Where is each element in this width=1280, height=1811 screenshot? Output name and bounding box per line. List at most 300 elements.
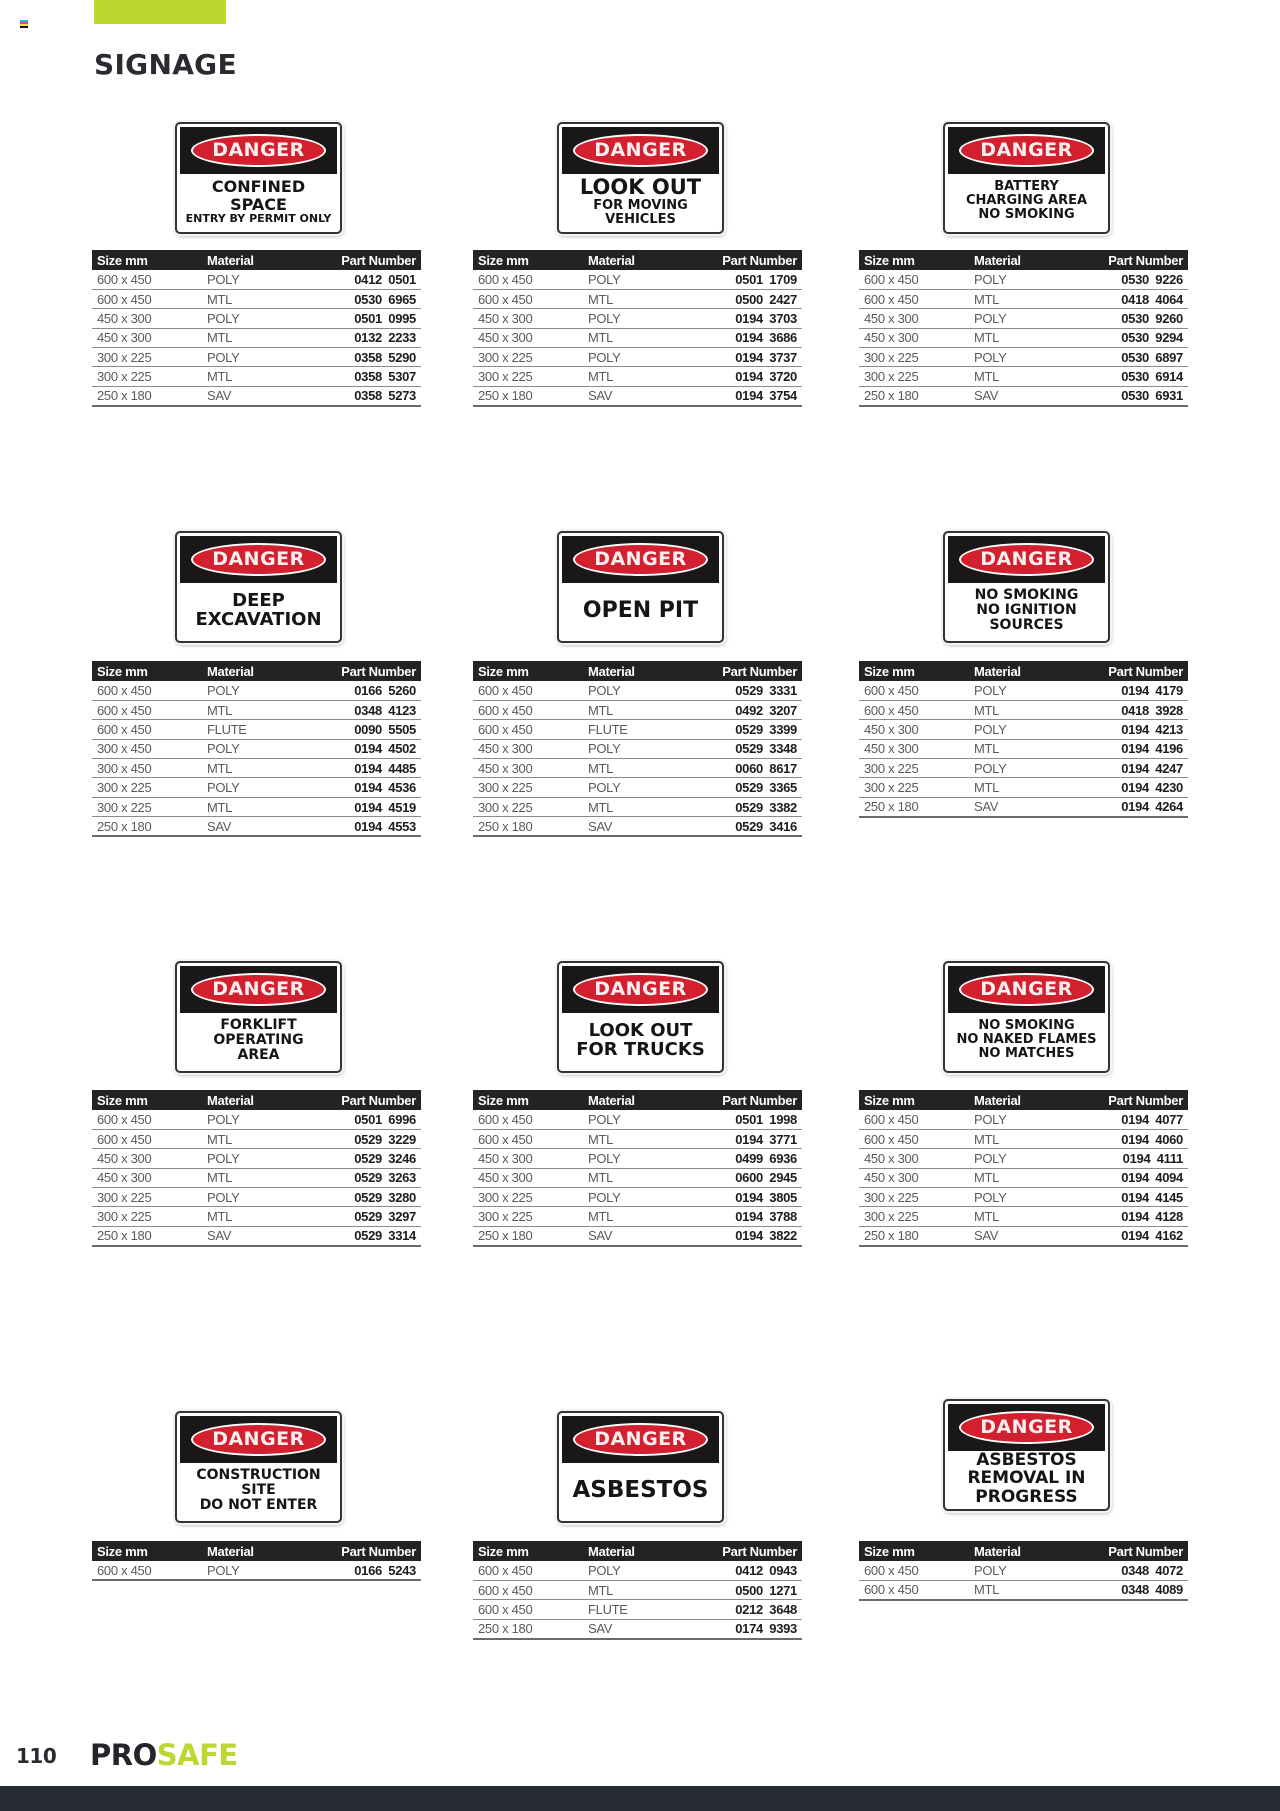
danger-oval-label: DANGER	[191, 1423, 326, 1456]
danger-oval-label: DANGER	[191, 973, 326, 1006]
material-cell: SAV	[583, 1226, 693, 1245]
table-row	[473, 1149, 802, 1168]
table-row	[473, 817, 802, 836]
material-cell: MTL	[583, 1580, 693, 1599]
table-row	[92, 720, 421, 739]
material-cell: MTL	[202, 797, 312, 816]
column-header-material: Material	[969, 250, 1079, 270]
column-header-part-number: Part Number	[1079, 250, 1188, 270]
sign-message-line: DO NOT ENTER	[199, 1497, 318, 1513]
material-cell: FLUTE	[202, 720, 312, 739]
material-cell: POLY	[583, 1110, 693, 1129]
material-cell: POLY	[202, 1188, 312, 1207]
table-header-row	[92, 661, 421, 681]
table-row	[473, 270, 802, 289]
column-header-material: Material	[202, 250, 312, 270]
material-cell: MTL	[969, 739, 1079, 758]
part-number-cell: 0194 3686	[693, 328, 802, 347]
material-cell: FLUTE	[583, 1600, 693, 1619]
column-header-part-number: Part Number	[1079, 661, 1188, 681]
sign-header-band	[562, 966, 719, 1013]
table-row	[473, 367, 802, 386]
size-cell: 450 x 300	[859, 1149, 969, 1168]
table-row	[473, 1188, 802, 1207]
size-cell: 600 x 450	[473, 681, 583, 700]
size-cell: 450 x 300	[859, 739, 969, 758]
part-number-cell: 0194 3703	[693, 309, 802, 328]
sign-message	[180, 1013, 337, 1068]
sign-header-band	[180, 127, 337, 174]
material-cell: MTL	[583, 700, 693, 719]
part-number-cell: 0348 4072	[1079, 1561, 1188, 1580]
table-row	[859, 309, 1188, 328]
table-header-row	[859, 250, 1188, 270]
size-cell: 300 x 225	[859, 348, 969, 367]
sign-message-line: FORKLIFT	[220, 1016, 297, 1033]
material-cell: POLY	[202, 739, 312, 758]
part-number-cell: 0194 4179	[1079, 681, 1188, 700]
material-cell: MTL	[202, 1129, 312, 1148]
material-cell: SAV	[969, 797, 1079, 816]
part-number-cell: 0194 4519	[312, 797, 421, 816]
sign-board	[175, 122, 342, 234]
material-cell: MTL	[969, 367, 1079, 386]
part-number-cell: 0529 3314	[312, 1226, 421, 1245]
table-row	[859, 1149, 1188, 1168]
material-cell: MTL	[583, 328, 693, 347]
material-cell: POLY	[969, 720, 1079, 739]
column-header-part-number: Part Number	[693, 1090, 802, 1110]
part-number-cell: 0194 4502	[312, 739, 421, 758]
part-number-cell: 0194 4213	[1079, 720, 1188, 739]
size-cell: 300 x 225	[92, 348, 202, 367]
table-row	[859, 1226, 1188, 1245]
part-number-cell: 0194 4247	[1079, 759, 1188, 778]
size-cell: 450 x 300	[859, 309, 969, 328]
table-row	[859, 367, 1188, 386]
size-cell: 300 x 225	[92, 1207, 202, 1226]
size-cell: 600 x 450	[473, 700, 583, 719]
danger-sign-image	[943, 1399, 1110, 1511]
column-header-size: Size mm	[859, 1541, 969, 1561]
part-number-cell: 0194 4230	[1079, 778, 1188, 797]
part-number-cell: 0358 5307	[312, 367, 421, 386]
material-cell: MTL	[583, 367, 693, 386]
part-number-cell: 0194 4145	[1079, 1188, 1188, 1207]
size-cell: 300 x 225	[92, 367, 202, 386]
part-number-cell: 0194 4060	[1079, 1129, 1188, 1148]
brand-logo-safe: SAFE	[156, 1738, 238, 1772]
size-cell: 450 x 300	[859, 328, 969, 347]
table-row	[859, 778, 1188, 797]
table-row	[92, 759, 421, 778]
table-row	[859, 1580, 1188, 1599]
part-number-cell: 0166 5260	[312, 681, 421, 700]
size-cell: 600 x 450	[92, 1561, 202, 1580]
part-number-cell: 0194 3805	[693, 1188, 802, 1207]
part-number-cell: 0492 3207	[693, 700, 802, 719]
table-header-row	[92, 250, 421, 270]
sign-board	[943, 961, 1110, 1073]
size-cell: 450 x 300	[92, 1168, 202, 1187]
sign-message	[948, 174, 1105, 229]
table-row	[92, 328, 421, 347]
part-number-cell: 0194 3771	[693, 1129, 802, 1148]
size-cell: 300 x 225	[859, 778, 969, 797]
material-cell: SAV	[969, 386, 1079, 405]
table-row	[473, 1226, 802, 1245]
part-number-cell: 0499 6936	[693, 1149, 802, 1168]
size-cell: 600 x 450	[473, 270, 583, 289]
sign-board	[557, 531, 724, 643]
part-number-cell: 0529 3382	[693, 797, 802, 816]
brand-logo	[90, 1738, 238, 1772]
size-cell: 250 x 180	[92, 1226, 202, 1245]
part-number-cell: 0348 4089	[1079, 1580, 1188, 1599]
column-header-size: Size mm	[473, 1541, 583, 1561]
part-number-cell: 0530 6897	[1079, 348, 1188, 367]
size-cell: 600 x 450	[859, 1129, 969, 1148]
part-number-cell: 0412 0501	[312, 270, 421, 289]
size-cell: 450 x 300	[473, 1149, 583, 1168]
sign-board	[943, 122, 1110, 234]
table-row	[473, 1110, 802, 1129]
table-row	[859, 348, 1188, 367]
sign-message-line: ASBESTOS	[572, 1477, 709, 1504]
size-cell: 250 x 180	[473, 817, 583, 836]
material-cell: SAV	[969, 1226, 1079, 1245]
size-cell: 250 x 180	[473, 1226, 583, 1245]
part-number-cell: 0194 4162	[1079, 1226, 1188, 1245]
table-row	[92, 1207, 421, 1226]
size-cell: 600 x 450	[92, 681, 202, 700]
material-cell: POLY	[969, 270, 1079, 289]
table-row	[92, 797, 421, 816]
table-row	[92, 289, 421, 308]
table-row	[92, 1149, 421, 1168]
size-cell: 450 x 300	[859, 720, 969, 739]
danger-oval-label: DANGER	[573, 1423, 708, 1456]
part-number-cell: 0501 6996	[312, 1110, 421, 1129]
size-cell: 450 x 300	[92, 309, 202, 328]
size-cell: 600 x 450	[859, 270, 969, 289]
table-row	[859, 1110, 1188, 1129]
part-number-cell: 0500 1271	[693, 1580, 802, 1599]
danger-oval-label: DANGER	[573, 543, 708, 576]
sign-message-line: LOOK OUT	[579, 175, 702, 200]
sign-message-line: ASBESTOS	[976, 1449, 1077, 1470]
material-cell: POLY	[202, 681, 312, 700]
column-header-part-number: Part Number	[1079, 1541, 1188, 1561]
column-header-part-number: Part Number	[693, 661, 802, 681]
page-title: SIGNAGE	[94, 48, 237, 81]
size-cell: 300 x 225	[92, 797, 202, 816]
size-cell: 300 x 225	[473, 348, 583, 367]
material-cell: POLY	[202, 270, 312, 289]
size-cell: 300 x 225	[859, 759, 969, 778]
size-cell: 600 x 450	[92, 1110, 202, 1129]
size-cell: 600 x 450	[473, 1580, 583, 1599]
size-cell: 300 x 225	[473, 797, 583, 816]
table-header-row	[859, 661, 1188, 681]
material-cell: MTL	[583, 759, 693, 778]
material-cell: POLY	[202, 309, 312, 328]
column-header-material: Material	[969, 1090, 1079, 1110]
table-row	[473, 1168, 802, 1187]
danger-sign-image	[943, 122, 1110, 234]
sign-board	[175, 961, 342, 1073]
table-row	[92, 348, 421, 367]
sign-message-line: AREA	[237, 1047, 280, 1063]
column-header-material: Material	[969, 1541, 1079, 1561]
table-row	[473, 759, 802, 778]
material-cell: POLY	[583, 1561, 693, 1580]
table-header-row	[859, 1541, 1188, 1561]
material-cell: MTL	[202, 700, 312, 719]
table-row	[92, 386, 421, 405]
part-number-cell: 0418 4064	[1079, 289, 1188, 308]
sign-header-band	[948, 1404, 1105, 1451]
sign-message-line: NO MATCHES	[978, 1046, 1075, 1062]
print-registration-mark	[20, 20, 28, 28]
table-header-row	[473, 250, 802, 270]
part-number-cell: 0529 3229	[312, 1129, 421, 1148]
table-header-row	[859, 1090, 1188, 1110]
size-cell: 600 x 450	[859, 1580, 969, 1599]
sign-message-line: NO SMOKING	[978, 207, 1075, 223]
part-number-cell: 0529 3246	[312, 1149, 421, 1168]
sign-message	[562, 1463, 719, 1518]
part-number-cell: 0529 3399	[693, 720, 802, 739]
sign-header-band	[180, 1416, 337, 1463]
column-header-material: Material	[202, 1541, 312, 1561]
material-cell: POLY	[202, 1149, 312, 1168]
column-header-part-number: Part Number	[312, 1541, 421, 1561]
size-cell: 600 x 450	[859, 700, 969, 719]
table-header-row	[92, 1090, 421, 1110]
column-header-size: Size mm	[92, 661, 202, 681]
part-number-cell: 0529 3365	[693, 778, 802, 797]
sign-message-line: SPACE	[230, 194, 287, 214]
material-cell: MTL	[583, 1207, 693, 1226]
part-number-cell: 0358 5290	[312, 348, 421, 367]
part-number-cell: 0194 4094	[1079, 1168, 1188, 1187]
sign-message	[180, 174, 337, 229]
table-row	[92, 817, 421, 836]
table-row	[473, 1580, 802, 1599]
sign-header-band	[562, 127, 719, 174]
part-number-cell: 0194 4077	[1079, 1110, 1188, 1129]
danger-oval-label: DANGER	[959, 134, 1094, 167]
size-cell: 250 x 180	[859, 1226, 969, 1245]
sign-board	[557, 961, 724, 1073]
column-header-part-number: Part Number	[693, 1541, 802, 1561]
sign-board	[175, 531, 342, 643]
table-row	[92, 367, 421, 386]
material-cell: MTL	[202, 1168, 312, 1187]
brand-logo-pro: PRO	[90, 1738, 157, 1772]
size-cell: 300 x 225	[473, 1207, 583, 1226]
sign-message	[180, 583, 337, 638]
part-number-cell: 0194 3737	[693, 348, 802, 367]
sign-message-line: PROGRESS	[975, 1486, 1078, 1507]
material-cell: MTL	[969, 778, 1079, 797]
danger-oval-label: DANGER	[191, 543, 326, 576]
danger-sign-image	[175, 122, 342, 234]
table-row	[859, 386, 1188, 405]
part-number-table	[473, 661, 802, 837]
table-row	[92, 1168, 421, 1187]
sign-header-band	[562, 536, 719, 583]
sign-message-line: FOR MOVING VEHICLES	[593, 197, 688, 227]
table-row	[859, 270, 1188, 289]
sign-message	[562, 174, 719, 229]
table-row	[473, 1619, 802, 1638]
column-header-material: Material	[202, 1090, 312, 1110]
part-number-cell: 0194 3754	[693, 386, 802, 405]
danger-sign-image	[557, 531, 724, 643]
danger-sign-image	[175, 531, 342, 643]
material-cell: POLY	[969, 1110, 1079, 1129]
column-header-size: Size mm	[859, 661, 969, 681]
table-row	[473, 328, 802, 347]
danger-sign-image	[175, 961, 342, 1073]
part-number-cell: 0530 6965	[312, 289, 421, 308]
part-number-cell: 0194 4128	[1079, 1207, 1188, 1226]
table-row	[92, 309, 421, 328]
part-number-cell: 0212 3648	[693, 1600, 802, 1619]
size-cell: 250 x 180	[859, 386, 969, 405]
material-cell: SAV	[583, 817, 693, 836]
table-row	[859, 328, 1188, 347]
sign-message-line: DEEP	[232, 590, 285, 612]
danger-oval-label: DANGER	[959, 543, 1094, 576]
part-number-table	[473, 1541, 802, 1640]
material-cell: MTL	[969, 1168, 1079, 1187]
table-row	[92, 778, 421, 797]
sign-message-line: ENTRY BY PERMIT ONLY	[185, 211, 332, 225]
part-number-cell: 0529 3297	[312, 1207, 421, 1226]
part-number-cell: 0060 8617	[693, 759, 802, 778]
part-number-cell: 0194 3788	[693, 1207, 802, 1226]
sign-message-line: REMOVAL IN	[967, 1468, 1086, 1489]
sign-message-line: CHARGING AREA	[965, 193, 1088, 209]
column-header-size: Size mm	[473, 250, 583, 270]
table-row	[473, 1129, 802, 1148]
material-cell: MTL	[202, 759, 312, 778]
material-cell: POLY	[969, 309, 1079, 328]
danger-oval-label: DANGER	[959, 1411, 1094, 1444]
table-row	[92, 1561, 421, 1580]
column-header-material: Material	[583, 1090, 693, 1110]
table-row	[859, 1129, 1188, 1148]
sign-message	[562, 1013, 719, 1068]
part-number-cell: 0194 4264	[1079, 797, 1188, 816]
size-cell: 300 x 225	[473, 367, 583, 386]
column-header-part-number: Part Number	[1079, 1090, 1188, 1110]
material-cell: POLY	[969, 681, 1079, 700]
sign-message-line: LOOK OUT	[588, 1020, 693, 1042]
material-cell: MTL	[583, 1168, 693, 1187]
part-number-cell: 0529 3280	[312, 1188, 421, 1207]
column-header-material: Material	[583, 1541, 693, 1561]
material-cell: POLY	[583, 309, 693, 328]
size-cell: 300 x 225	[473, 778, 583, 797]
table-row	[92, 1226, 421, 1245]
table-row	[859, 759, 1188, 778]
part-number-table	[859, 1541, 1188, 1601]
material-cell: POLY	[583, 348, 693, 367]
part-number-table	[859, 661, 1188, 818]
footer-band	[0, 1786, 1280, 1811]
part-number-cell: 0529 3331	[693, 681, 802, 700]
column-header-size: Size mm	[859, 1090, 969, 1110]
material-cell: MTL	[202, 328, 312, 347]
table-row	[473, 1561, 802, 1580]
part-number-table	[92, 661, 421, 837]
material-cell: POLY	[969, 1149, 1079, 1168]
part-number-table	[859, 1090, 1188, 1247]
table-row	[92, 1129, 421, 1148]
danger-oval-label: DANGER	[191, 134, 326, 167]
table-row	[473, 739, 802, 758]
part-number-cell: 0600 2945	[693, 1168, 802, 1187]
part-number-cell: 0194 4111	[1079, 1149, 1188, 1168]
table-row	[859, 1188, 1188, 1207]
sign-header-band	[948, 966, 1105, 1013]
sign-message-line: NO SMOKING	[974, 586, 1079, 603]
sign-message-line: FOR TRUCKS	[576, 1039, 705, 1061]
part-number-cell: 0501 1709	[693, 270, 802, 289]
part-number-table	[92, 1541, 421, 1581]
sign-board	[175, 1411, 342, 1523]
material-cell: POLY	[583, 739, 693, 758]
danger-sign-image	[557, 122, 724, 234]
part-number-table	[473, 250, 802, 407]
sign-message	[948, 583, 1105, 638]
part-number-cell: 0348 4123	[312, 700, 421, 719]
accent-bar	[94, 0, 226, 24]
part-number-table	[473, 1090, 802, 1247]
size-cell: 600 x 450	[473, 289, 583, 308]
part-number-cell: 0529 3348	[693, 739, 802, 758]
table-row	[92, 681, 421, 700]
part-number-cell: 0358 5273	[312, 386, 421, 405]
part-number-cell: 0529 3416	[693, 817, 802, 836]
sign-board	[943, 531, 1110, 643]
size-cell: 600 x 450	[859, 681, 969, 700]
size-cell: 300 x 225	[859, 1188, 969, 1207]
part-number-cell: 0501 1998	[693, 1110, 802, 1129]
size-cell: 300 x 450	[92, 759, 202, 778]
table-row	[473, 720, 802, 739]
material-cell: MTL	[202, 1207, 312, 1226]
size-cell: 300 x 225	[92, 1188, 202, 1207]
table-row	[473, 309, 802, 328]
column-header-size: Size mm	[473, 1090, 583, 1110]
table-row	[859, 1207, 1188, 1226]
size-cell: 600 x 450	[473, 1110, 583, 1129]
column-header-part-number: Part Number	[312, 1090, 421, 1110]
table-row	[859, 1168, 1188, 1187]
table-row	[859, 681, 1188, 700]
column-header-part-number: Part Number	[693, 250, 802, 270]
part-number-table	[92, 250, 421, 407]
sign-message-line: CONSTRUCTION	[196, 1466, 321, 1483]
sign-header-band	[562, 1416, 719, 1463]
part-number-cell: 0174 9393	[693, 1619, 802, 1638]
size-cell: 450 x 300	[473, 328, 583, 347]
